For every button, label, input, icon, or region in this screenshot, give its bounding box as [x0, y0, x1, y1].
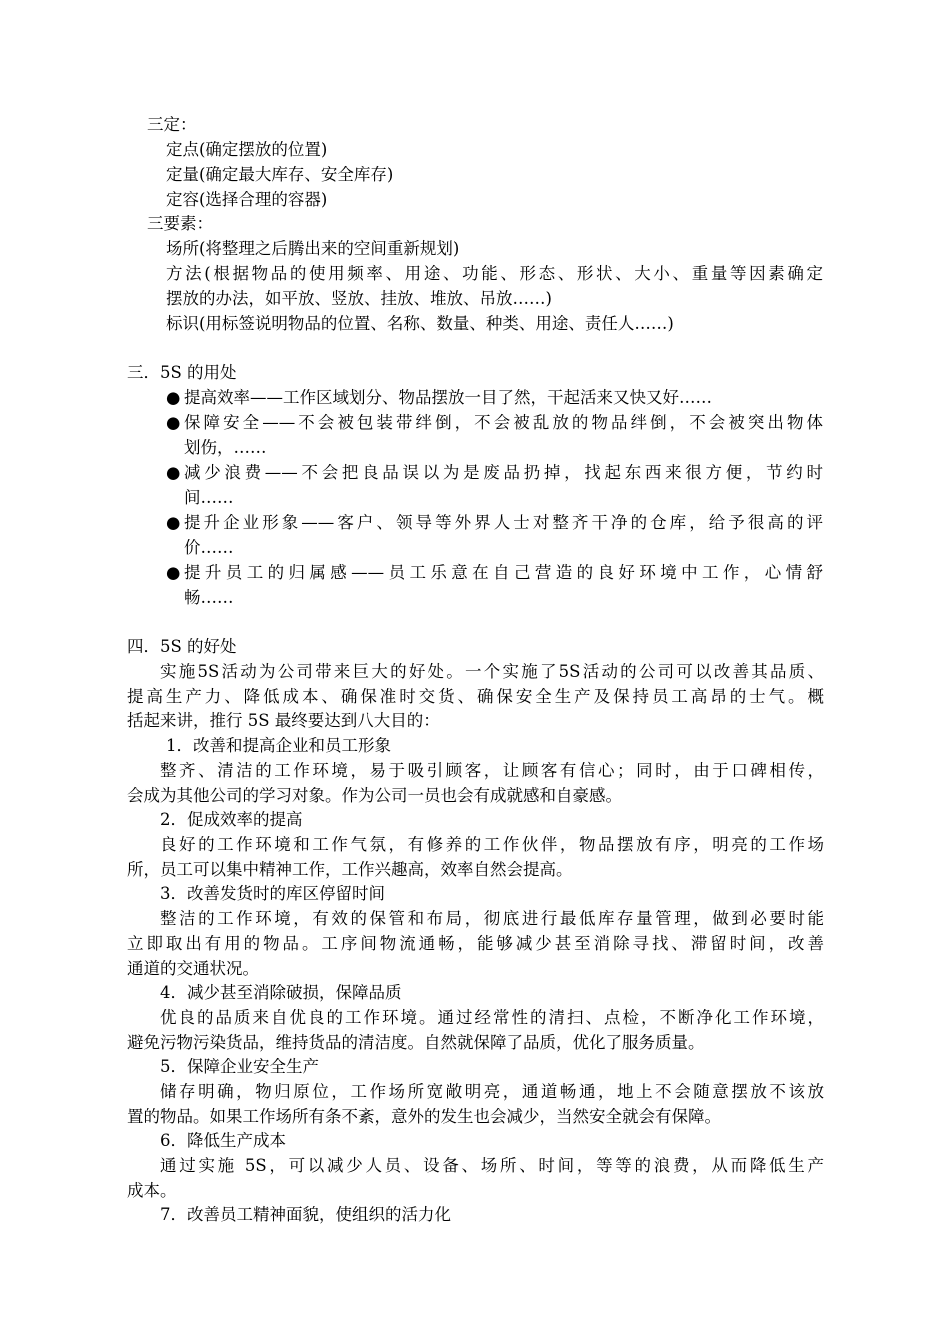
point-title: 2．促成效率的提高 — [160, 810, 303, 829]
intro-paragraph-line: 括起来讲，推行 5S 最终要达到八大目的： — [127, 711, 440, 730]
sanding-heading: 三定： — [147, 115, 197, 134]
sanding-item: 定点(确定摆放的位置) — [166, 140, 328, 159]
point-title: 7．改善员工精神面貌，使组织的活力化 — [160, 1205, 451, 1224]
point-title: 5．保障企业安全生产 — [160, 1057, 319, 1076]
list-item: 减少浪费——不会把良品误以为是废品扔掉，找起东西来很方便，节约时 — [184, 463, 823, 482]
list-item-continuation: 间…… — [184, 488, 234, 507]
intro-paragraph-line: 实施5S活动为公司带来巨大的好处。一个实施了5S活动的公司可以改善其品质、 — [160, 662, 824, 681]
sanyaosu-heading: 三要素： — [147, 214, 213, 233]
point-text: 通过实施 5S，可以减少人员、设备、场所、时间，等等的浪费，从而降低生产 — [160, 1156, 824, 1175]
point-text: 整洁的工作环境，有效的保管和布局，彻底进行最低库存量管理，做到必要时能 — [160, 909, 824, 928]
sanding-item: 定量(确定最大库存、安全库存) — [166, 165, 394, 184]
bullet-icon: ● — [166, 413, 181, 432]
section-heading-uses: 三．5S 的用处 — [127, 363, 237, 382]
list-item: 提高效率——工作区域划分、物品摆放一目了然，干起活来又快又好…… — [184, 388, 712, 407]
point-title: 1．改善和提高企业和员工形象 — [166, 736, 391, 755]
point-text: 立即取出有用的物品。工序间物流通畅，能够减少甚至消除寻找、滞留时间，改善 — [127, 934, 824, 953]
point-text: 所，员工可以集中精神工作，工作兴趣高，效率自然会提高。 — [127, 860, 573, 879]
bullet-icon: ● — [166, 513, 181, 532]
list-item-continuation: 价…… — [184, 538, 234, 557]
point-text: 储存明确，物归原位，工作场所宽敞明亮，通道畅通，地上不会随意摆放不该放 — [160, 1082, 824, 1101]
point-title: 6．降低生产成本 — [160, 1131, 286, 1150]
list-item-continuation: 划伤，…… — [184, 438, 267, 457]
bullet-icon: ● — [166, 388, 181, 407]
sanding-item: 定容(选择合理的容器) — [166, 190, 328, 209]
section-heading-benefits: 四．5S 的好处 — [127, 637, 237, 656]
intro-paragraph-line: 提高生产力、降低成本、确保准时交货、确保安全生产及保持员工高昂的士气。概 — [127, 687, 824, 706]
point-text: 成本。 — [127, 1181, 177, 1200]
point-text: 整齐、清洁的工作环境，易于吸引顾客，让顾客有信心；同时，由于口碑相传， — [160, 761, 824, 780]
point-text: 良好的工作环境和工作气氛，有修养的工作伙伴，物品摆放有序，明亮的工作场 — [160, 835, 824, 854]
bullet-icon: ● — [166, 463, 181, 482]
list-item: 提升员工的归属感——员工乐意在自己营造的良好环境中工作，心情舒 — [184, 563, 823, 582]
sanyaosu-item: 摆放的办法，如平放、竖放、挂放、堆放、吊放……) — [166, 289, 552, 308]
sanyaosu-item: 方法(根据物品的使用频率、用途、功能、形态、形状、大小、重量等因素确定 — [166, 264, 823, 283]
list-item-continuation: 畅…… — [184, 588, 234, 607]
point-title: 3．改善发货时的库区停留时间 — [160, 884, 385, 903]
sanyaosu-item: 场所(将整理之后腾出来的空间重新规划) — [166, 239, 460, 258]
bullet-icon: ● — [166, 563, 181, 582]
sanyaosu-item: 标识(用标签说明物品的位置、名称、数量、种类、用途、责任人……) — [166, 314, 674, 333]
point-text: 优良的品质来自优良的工作环境。通过经常性的清扫、点检，不断净化工作环境， — [160, 1008, 824, 1027]
point-text: 置的物品。如果工作场所有条不紊，意外的发生也会减少，当然安全就会有保障。 — [127, 1107, 721, 1126]
list-item: 保障安全——不会被包装带绊倒，不会被乱放的物品绊倒，不会被突出物体 — [184, 413, 823, 432]
point-title: 4．减少甚至消除破损，保障品质 — [160, 983, 402, 1002]
list-item: 提升企业形象——客户、领导等外界人士对整齐干净的仓库，给予很高的评 — [184, 513, 823, 532]
point-text: 会成为其他公司的学习对象。作为公司一员也会有成就感和自豪感。 — [127, 786, 622, 805]
point-text: 通道的交通状况。 — [127, 959, 259, 978]
point-text: 避免污物污染货品，维持货品的清洁度。自然就保障了品质，优化了服务质量。 — [127, 1033, 705, 1052]
